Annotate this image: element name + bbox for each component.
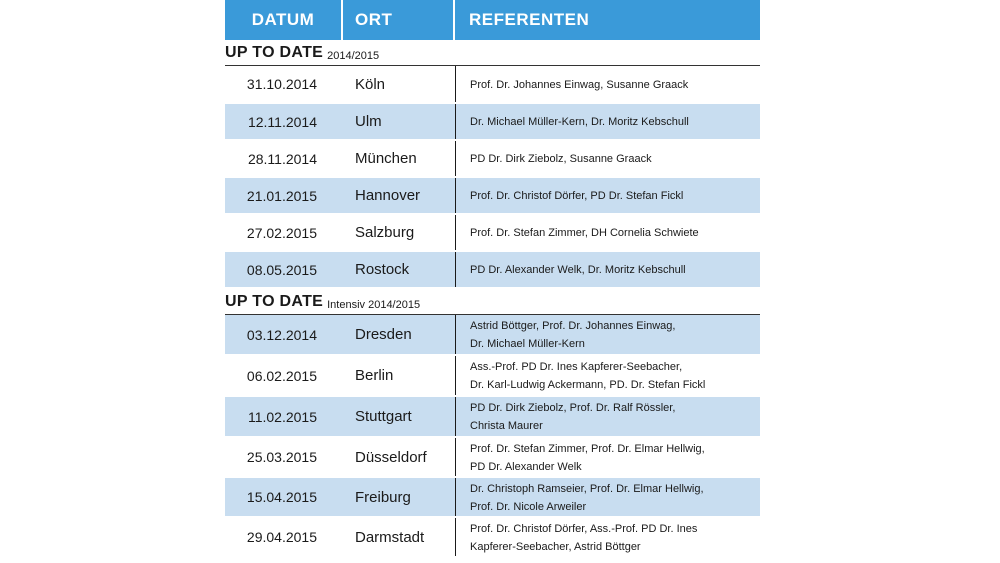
cell-ort: Salzburg — [355, 224, 415, 241]
cell-referenten — [455, 104, 760, 139]
cell-ort: Köln — [355, 75, 386, 93]
referent-line: Dr. Christoph Ramseier, Prof. Dr. Elmar Hellwig, — [470, 482, 704, 495]
table-row — [225, 397, 760, 438]
cell-datum: 29.04.2015 — [246, 529, 317, 545]
cell-datum: 11.02.2015 — [247, 408, 317, 425]
referent-line: Kapferer-Seebacher, Astrid Böttger — [470, 540, 641, 553]
cell-datum: 21.01.2015 — [246, 187, 317, 204]
cell-datum: 28.11.2014 — [247, 150, 317, 167]
cell-ort: Ulm — [355, 113, 382, 130]
cell-ort: Berlin — [355, 367, 394, 384]
cell-ort: München — [355, 150, 417, 167]
referent-line: Ass.-Prof. PD Dr. Ines Kapferer-Seebacher, — [470, 361, 683, 373]
table-row — [225, 104, 760, 141]
referent-line: Dr. Karl-Ludwig Ackermann, PD. Dr. Stefan Fickl — [470, 379, 706, 391]
table-row — [225, 66, 760, 104]
section-subtitle: Intensiv 2014/2015 — [327, 299, 421, 311]
table-row — [225, 141, 760, 178]
referent-line: Prof. Dr. Stefan Zimmer, Prof. Dr. Elmar Hellwig, — [470, 442, 705, 455]
referent-line: Prof. Dr. Christof Dörfer, Ass.-Prof. PD Dr. Ines — [470, 522, 698, 535]
cell-ort: Hannover — [355, 187, 421, 204]
table-row — [225, 315, 760, 356]
referent-line: PD Dr. Alexander Welk — [470, 460, 582, 473]
referent-line: Prof. Dr. Johannes Einwag, Susanne Graack — [470, 78, 689, 91]
cell-referenten — [455, 215, 760, 250]
section-heading — [225, 40, 760, 66]
table-row — [225, 356, 760, 397]
header-referenten: REFERENTEN — [469, 10, 590, 29]
header-datum: DATUM — [225, 0, 343, 40]
cell-ort: Düsseldorf — [355, 448, 427, 466]
referent-line: PD Dr. Alexander Welk, Dr. Moritz Kebschull — [470, 264, 686, 276]
cell-ort: Freiburg — [355, 488, 411, 506]
cell-ort: Darmstadt — [355, 528, 425, 546]
cell-referenten — [455, 66, 760, 102]
referent-line: PD Dr. Dirk Ziebolz, Prof. Dr. Ralf Rössler, — [470, 402, 676, 414]
referent-line: PD Dr. Dirk Ziebolz, Susanne Graack — [470, 153, 652, 165]
referent-line: Dr. Michael Müller-Kern, Dr. Moritz Kebschull — [470, 116, 689, 128]
cell-referenten — [455, 356, 760, 395]
cell-ort: Stuttgart — [355, 408, 412, 425]
cell-referenten — [455, 252, 760, 287]
cell-datum: 27.02.2015 — [246, 224, 317, 241]
cell-referenten — [455, 315, 760, 354]
table-header — [225, 0, 760, 40]
section-subtitle: 2014/2015 — [327, 50, 380, 62]
cell-datum: 31.10.2014 — [246, 76, 317, 92]
section-title: UP TO DATE — [225, 293, 324, 310]
cell-referenten — [455, 438, 760, 476]
header-ort: ORT — [343, 0, 455, 40]
table-row — [225, 478, 760, 518]
referent-line: Astrid Böttger, Prof. Dr. Johannes Einwag, — [470, 320, 676, 332]
cell-referenten — [455, 478, 760, 516]
cell-referenten — [455, 178, 760, 213]
table-row — [225, 178, 760, 215]
section-heading — [225, 289, 760, 315]
cell-referenten — [455, 141, 760, 176]
cell-datum: 06.02.2015 — [246, 367, 317, 384]
referent-line: Prof. Dr. Christof Dörfer, PD Dr. Stefan Fickl — [470, 190, 684, 202]
referent-line: Christa Maurer — [470, 420, 543, 432]
cell-referenten — [455, 397, 760, 436]
table-row — [225, 252, 760, 289]
cell-datum: 12.11.2014 — [247, 113, 317, 130]
cell-datum: 08.05.2015 — [246, 261, 317, 278]
referent-line: Prof. Dr. Stefan Zimmer, DH Cornelia Schwiete — [470, 227, 699, 239]
cell-referenten — [455, 518, 760, 556]
table-row — [225, 438, 760, 478]
table-row — [225, 215, 760, 252]
event-table — [225, 0, 760, 558]
cell-ort: Rostock — [355, 261, 410, 278]
table-row — [225, 518, 760, 558]
referent-line: Prof. Dr. Nicole Arweiler — [470, 500, 587, 513]
cell-ort: Dresden — [355, 326, 412, 343]
cell-datum: 03.12.2014 — [246, 326, 317, 343]
section-title: UP TO DATE — [225, 44, 324, 61]
referent-line: Dr. Michael Müller-Kern — [470, 338, 585, 350]
cell-datum: 25.03.2015 — [246, 449, 317, 465]
cell-datum: 15.04.2015 — [246, 489, 317, 505]
